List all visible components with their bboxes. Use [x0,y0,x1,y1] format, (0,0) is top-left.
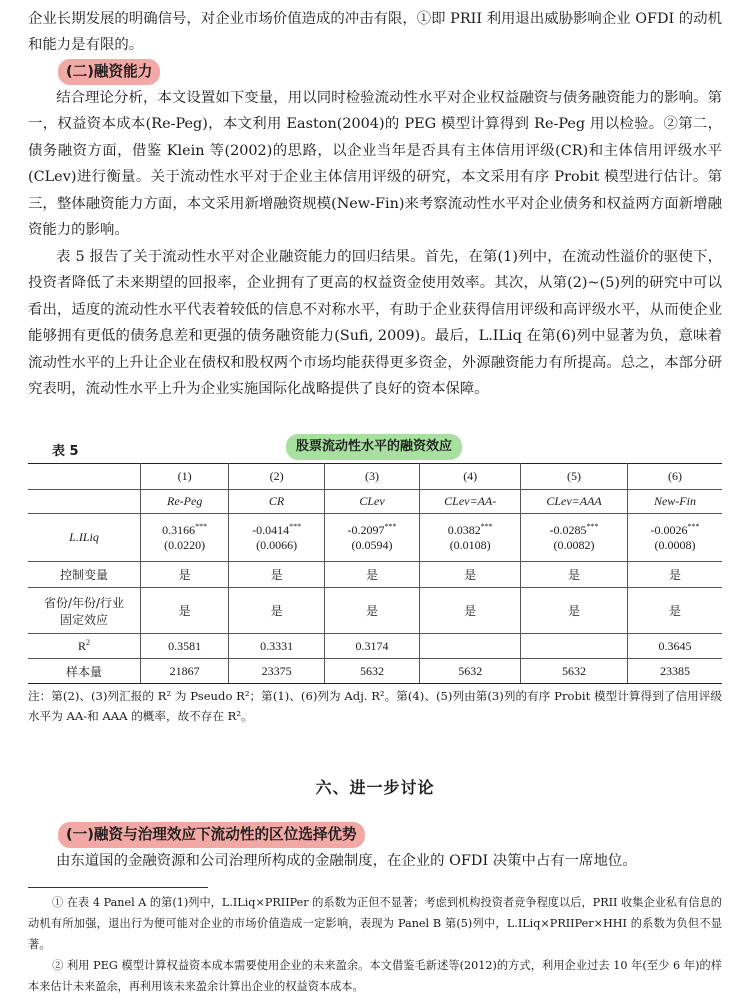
col-number: (1) [141,464,229,490]
table-title: 股票流动性水平的融资效应 [286,434,462,460]
std-error: (0.0066) [256,538,298,552]
cell: 是 [420,588,521,634]
cell: 是 [324,588,419,634]
body-paragraph-continued: 企业长期发展的明确信号，对企业市场价值造成的冲击有限，①即 PRII 利用退出威胁影响企业 OFDI 的动机和能力是有限的。 [28,11,722,54]
cell: 是 [141,562,229,588]
table-row-r2 [28,634,722,659]
body-paragraph-results [28,244,722,402]
std-error: (0.0008) [654,538,696,552]
table-label: 表 5 [52,444,79,459]
footnote-divider [28,887,208,888]
coef-cell [229,514,324,562]
significance-stars: *** [687,522,700,531]
col-var: CLev=AAA [521,490,628,514]
row-label: L.ILiq [28,514,141,562]
cell: 是 [141,588,229,634]
coef-value: -0.2097 [347,523,385,537]
coef-cell [420,514,521,562]
cell: 是 [521,588,628,634]
cell [420,634,521,659]
col-var: New-Fin [627,490,722,514]
cell: 21867 [141,659,229,684]
cell: 是 [627,588,722,634]
footnote-1 [28,892,722,955]
cell: 23385 [627,659,722,684]
paragraph-text: 表 5 报告了关于流动性水平对企业融资能力的回归结果。首先，在第(1)列中，在流动性溢价的驱使下，投资者降低了未来期望的回报率，企业拥有了更高的权益资金使用效率。其次，从第(2)~(5)列的研究中可以看出，适度的流动性水平代表着较低的信息不对称水平，有助于企业获得信用评级和高评级水平，从而使企业能够拥有更低的债务息差和更强的债务融资能力(Sufi, 2009)。最后，L.ILiq 在第(6)列中显著为负，意味着流动性水平的上升让企业在债权和股权两个市场均能获得更多资金，外源融资能力有所提高。总之，本部分研究表明，流动性水平上升为企业实施国际化战略提供了良好的资本保障。 [28,249,722,398]
table-corner-cell [28,490,141,514]
cell: 是 [324,562,419,588]
coef-value: -0.0026 [650,523,688,537]
col-number: (3) [324,464,419,490]
subsection-heading-financing-ability: (二)融资能力 [58,59,160,85]
footnote-text: ① 在表 4 Panel A 的第(1)列中，L.ILiq×PRIIPer 的系数为正但不显著；考虑到机构投资者竞争程度以后，PRII 收集企业私有信息的动机有所加强，退出行为便可能对企业的市场价值造成一定影响，表现为 Panel B 第(5)列中，L.ILiq×PRIIPer×HHI 的系数为负但不显著。 [28,896,722,951]
footnote-2 [28,955,722,997]
cell: 0.3331 [229,634,324,659]
table-row-fixed-effects [28,588,722,634]
cell: 5632 [324,659,419,684]
coef-value: -0.0414 [252,523,290,537]
col-var: Re-Peg [141,490,229,514]
coef-cell [521,514,628,562]
cell: 0.3645 [627,634,722,659]
significance-stars: *** [384,522,397,531]
row-label-line: 固定效应 [59,612,108,627]
cell: 23375 [229,659,324,684]
table-row-column-numbers [28,464,722,490]
table-row-iliq [28,514,722,562]
std-error: (0.0082) [553,538,595,552]
coef-cell [324,514,419,562]
row-label-line: 省份/年份/行业 [43,595,125,610]
cell: 是 [229,588,324,634]
table-corner-cell [28,464,141,490]
row-label [28,634,141,659]
paragraph-text: 结合理论分析，本文设置如下变量，用以同时检验流动性水平对企业权益融资与债务融资能力的影响。第一，权益资本成本(Re-Peg)，本文利用 Easton(2004)的 PEG 模型计算得到 Re-Peg 用以检验。②第二，债务融资方面，借鉴 Klein 等(2002)的思路，以企业当年是否具有主体信用评级(CR)和主体信用评级水平(CLev)进行衡量。关于流动性水平对于企业主体信用评级的研究，本文采用有序 Probit 模型进行估计。第三，整体融资能力方面，本文采用新增融资规模(New-Fin)来考察流动性水平对企业债务和权益两方面新增融资能力的影响。 [28,90,722,239]
coef-value: 0.0382 [447,523,481,537]
row-label-sup: 2 [86,638,90,647]
col-number: (2) [229,464,324,490]
coef-value: -0.0285 [549,523,587,537]
row-label: 控制变量 [28,562,141,588]
body-paragraph-section6 [28,848,722,874]
std-error: (0.0108) [449,538,491,552]
cell: 是 [521,562,628,588]
cell: 0.3581 [141,634,229,659]
col-var: CLev [324,490,419,514]
table-row-dependent-vars [28,490,722,514]
cell: 5632 [521,659,628,684]
table-note: 注：第(2)、(3)列汇报的 R² 为 Pseudo R²；第(1)、(6)列为 Adj. R²。第(4)、(5)列由第(3)列的有序 Probit 模型计算得到了信用评级水平为 AA-和 AAA 的概率，故不存在 R²。 [28,689,722,723]
cell: 5632 [420,659,521,684]
significance-stars: *** [195,522,208,531]
cell: 是 [229,562,324,588]
coef-cell [141,514,229,562]
col-number: (6) [627,464,722,490]
row-label [28,588,141,634]
table-row-sample-size [28,659,722,684]
cell [521,634,628,659]
cell: 0.3174 [324,634,419,659]
std-error: (0.0594) [351,538,393,552]
cell: 是 [627,562,722,588]
std-error: (0.0220) [164,538,206,552]
row-label: 样本量 [28,659,141,684]
significance-stars: *** [480,522,493,531]
paragraph-text: 由东道国的金融资源和公司治理所构成的金融制度，在企业的 OFDI 决策中占有一席地位。 [56,853,637,869]
footnote-text: ② 利用 PEG 模型计算权益资本成本需要使用企业的未来盈余。本文借鉴毛新述等(2012)的方式，利用企业过去 10 年(至少 6 年)的样本来估计未来盈余，再利用该未来盈余计算出企业的权益资本成本。 [28,959,722,993]
col-number: (4) [420,464,521,490]
col-var: CR [229,490,324,514]
table-row-controls [28,562,722,588]
col-number: (5) [521,464,628,490]
cell: 是 [420,562,521,588]
coef-cell [627,514,722,562]
body-paragraph-variables [28,85,722,243]
col-var: CLev=AA- [420,490,521,514]
significance-stars: *** [586,522,599,531]
coef-value: 0.3166 [162,523,196,537]
section-title: 六、进一步讨论 [315,778,435,797]
subsection-heading-location-advantage: (一)融资与治理效应下流动性的区位选择优势 [58,822,365,848]
row-label-text: R [77,639,86,653]
regression-table [28,463,722,684]
significance-stars: *** [289,522,302,531]
